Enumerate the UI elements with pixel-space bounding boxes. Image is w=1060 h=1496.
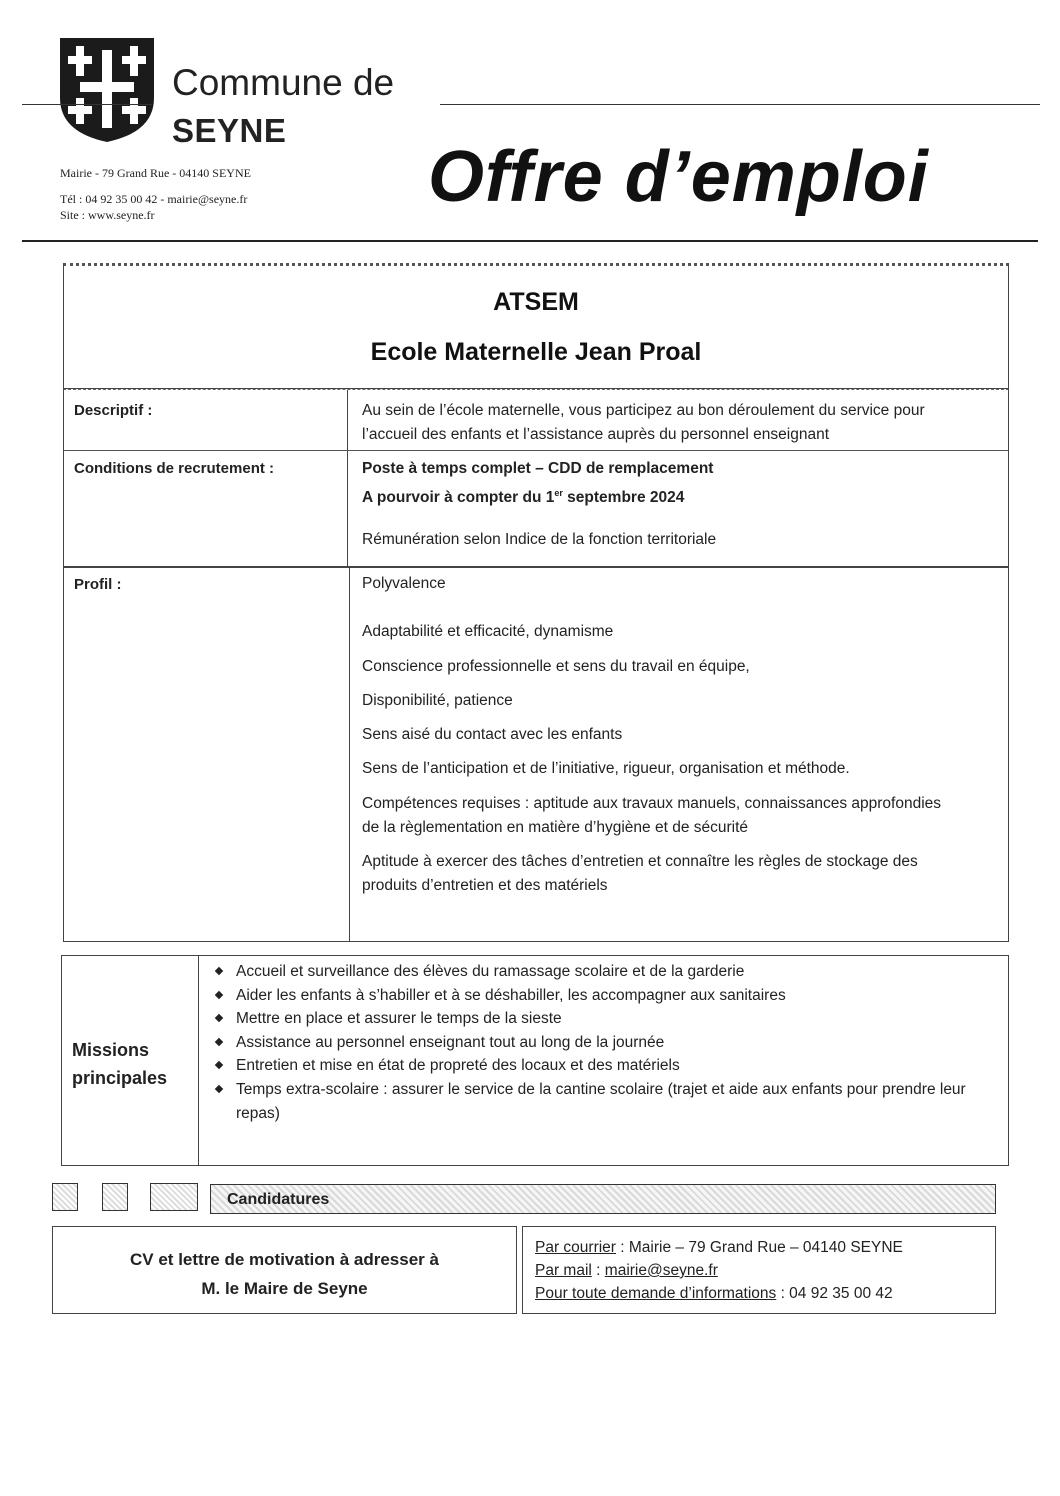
conditions-contract: Poste à temps complet – CDD de remplacement [362, 460, 714, 477]
missions-list [212, 960, 1002, 1125]
diamond-bullet-icon [215, 967, 223, 975]
column-divider [198, 956, 199, 1165]
mission-item: Temps extra-scolaire : assurer le service de la cantine scolaire (trajet et aide aux enfants pour prendre leur repas) [212, 1078, 1002, 1125]
conditions-label: Conditions de recrutement : [74, 460, 275, 477]
mission-item: Aider les enfants à s’habiller et à se déshabiller, les accompagner aux sanitaires [212, 984, 1002, 1008]
header-separator [22, 240, 1038, 242]
contact-info: Pour toute demande d’informations : 04 92 35 00 42 [535, 1285, 893, 1302]
descriptif-line-2: l’accueil des enfants et l’assistance auprès du personnel enseignant [362, 426, 830, 443]
job-title: ATSEM [493, 288, 579, 316]
cv-instructions: CV et lettre de motivation à adresser à M. le Maire de Seyne [130, 1250, 439, 1298]
seyne-coat-of-arms-logo [58, 36, 156, 144]
diamond-bullet-icon [215, 990, 223, 998]
column-divider [349, 568, 350, 941]
conditions-start-date: A pourvoir à compter du 1er septembre 2024 [362, 488, 685, 507]
diamond-bullet-icon [215, 1061, 223, 1069]
job-workplace: Ecole Maternelle Jean Proal [370, 338, 702, 366]
descriptif-label: Descriptif : [74, 402, 153, 419]
diamond-bullet-icon [215, 1038, 223, 1046]
profil-box [63, 567, 1009, 942]
missions-box [61, 955, 1009, 1166]
profil-label: Profil : [74, 576, 122, 593]
profil-item: produits d’entretien et des matériels [362, 877, 608, 894]
descriptif-line-1: Au sein de l’école maternelle, vous participez au bon déroulement du service pour [362, 402, 925, 419]
profil-item: Polyvalence [362, 575, 446, 592]
profil-item: Aptitude à exercer des tâches d’entretien et connaître les règles de stockage des [362, 853, 918, 870]
candidatures-bar [210, 1184, 996, 1214]
profil-item: Sens aisé du contact avec les enfants [362, 726, 623, 743]
decorative-square [150, 1183, 198, 1211]
contact-courrier: Par courrier : Mairie – 79 Grand Rue – 04140 SEYNE [535, 1239, 903, 1256]
header-rule-right [440, 104, 1040, 105]
decorative-square [102, 1183, 128, 1211]
document-title: Offre d’emploi [428, 137, 929, 217]
contact-mail: Par mail : mairie@seyne.fr [535, 1262, 718, 1279]
mission-item: Entretien et mise en état de propreté des locaux et des matériels [212, 1054, 1002, 1078]
email-link[interactable]: mairie@seyne.fr [604, 1262, 718, 1279]
header-rule-left [22, 104, 152, 105]
profil-item: Conscience professionnelle et sens du travail en équipe, [362, 658, 750, 675]
profil-item: de la règlementation en matière d’hygiène et de sécurité [362, 819, 749, 836]
mairie-address: Mairie - 79 Grand Rue - 04140 SEYNE [60, 166, 251, 180]
mairie-website: Site : www.seyne.fr [60, 208, 155, 222]
job-title-box [63, 263, 1009, 389]
profil-item: Disponibilité, patience [362, 692, 513, 709]
commune-label: Commune de [172, 62, 395, 103]
profil-item: Sens de l’anticipation et de l’initiative, rigueur, organisation et méthode. [362, 760, 850, 777]
mission-item: Mettre en place et assurer le temps de la sieste [212, 1007, 1002, 1031]
diamond-bullet-icon [215, 1085, 223, 1093]
profil-item: Compétences requises : aptitude aux travaux manuels, connaissances approfondies [362, 795, 942, 812]
contact-box [522, 1226, 996, 1314]
mission-item: Assistance au personnel enseignant tout au long de la journée [212, 1031, 1002, 1055]
commune-name: SEYNE [172, 112, 287, 149]
cv-box [52, 1226, 517, 1314]
row-divider [64, 450, 1008, 451]
conditions-remuneration: Rémunération selon Indice de la fonction territoriale [362, 531, 717, 548]
mairie-phone-email: Tél : 04 92 35 00 42 - mairie@seyne.fr [60, 192, 248, 206]
diamond-bullet-icon [215, 1014, 223, 1022]
decorative-square [52, 1183, 78, 1211]
candidatures-label: Candidatures [227, 1191, 330, 1208]
mission-item: Accueil et surveillance des élèves du ramassage scolaire et de la garderie [212, 960, 1002, 984]
column-divider [347, 390, 348, 566]
job-info-box [63, 389, 1009, 567]
profil-item: Adaptabilité et efficacité, dynamisme [362, 623, 614, 640]
missions-label: Missions principales [72, 1040, 168, 1088]
